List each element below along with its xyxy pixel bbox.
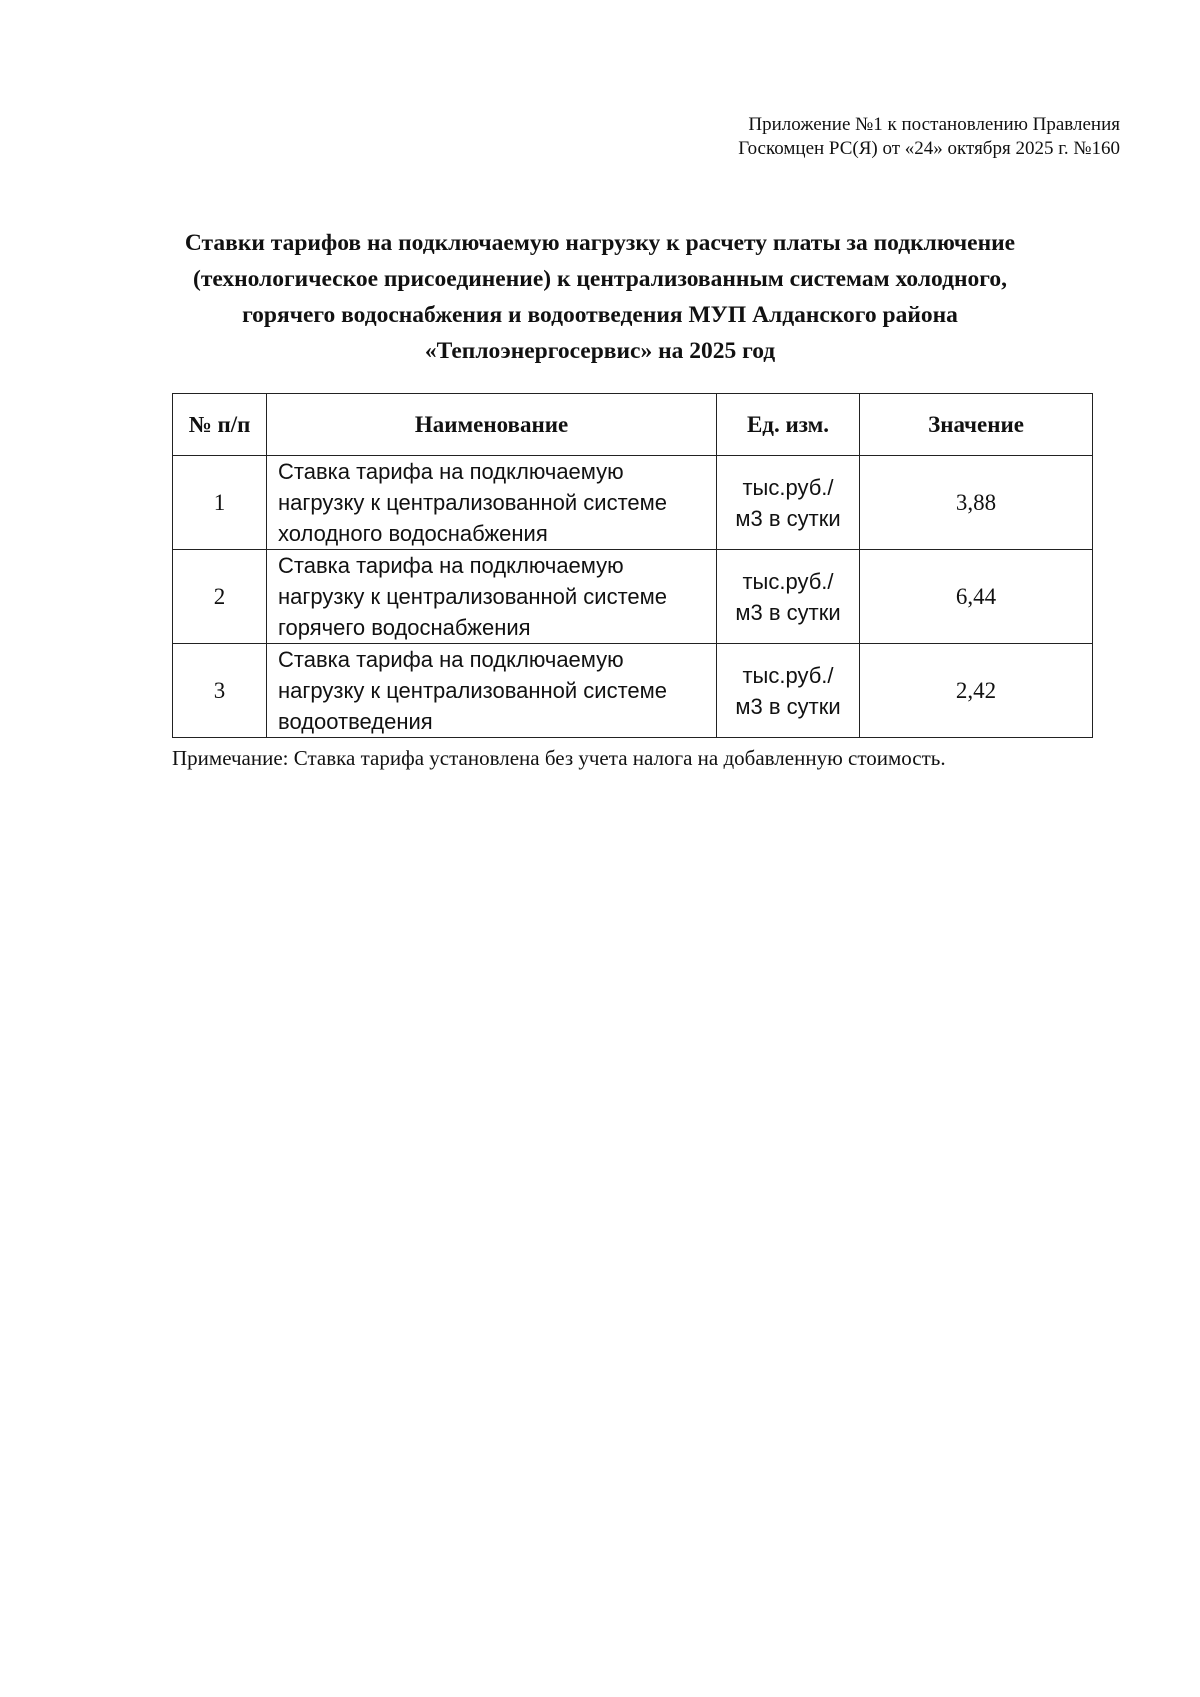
row-unit-line: тыс.руб./ bbox=[742, 568, 834, 594]
row-num: 3 bbox=[173, 644, 267, 738]
document-title bbox=[150, 225, 1050, 369]
row-value: 2,42 bbox=[860, 644, 1093, 738]
row-unit-line: м3 в сутки bbox=[735, 505, 841, 531]
row-name-line: холодного водоснабжения bbox=[278, 521, 548, 546]
table-row bbox=[173, 550, 1093, 644]
tariff-rates-table bbox=[172, 393, 1093, 738]
appendix-line-2: Госкомцен РС(Я) от «24» октября 2025 г. №160 bbox=[738, 138, 1120, 159]
row-name-line: Ставка тарифа на подключаемую bbox=[278, 553, 624, 578]
table-row bbox=[173, 456, 1093, 550]
row-name-line: нагрузку к централизованной системе bbox=[278, 584, 668, 609]
header-name: Наименование bbox=[267, 394, 717, 456]
row-name-line: горячего водоснабжения bbox=[278, 615, 531, 640]
row-unit bbox=[717, 456, 860, 550]
table-row bbox=[173, 644, 1093, 738]
row-name-line: нагрузку к централизованной системе bbox=[278, 678, 668, 703]
row-name-line: Ставка тарифа на подключаемую bbox=[278, 459, 624, 484]
row-name bbox=[267, 644, 717, 738]
row-unit-line: тыс.руб./ bbox=[742, 474, 834, 500]
row-name-line: Ставка тарифа на подключаемую bbox=[278, 647, 624, 672]
title-line-3: горячего водоснабжения и водоотведения МУП Алданского района bbox=[242, 302, 958, 328]
title-line-2: (технологическое присоединение) к централизованным системам холодного, bbox=[193, 266, 1007, 292]
row-unit-line: тыс.руб./ bbox=[742, 662, 834, 688]
row-num: 1 bbox=[173, 456, 267, 550]
header-unit: Ед. изм. bbox=[717, 394, 860, 456]
title-line-1: Ставки тарифов на подключаемую нагрузку к расчету платы за подключение bbox=[184, 230, 1016, 256]
header-num: № п/п bbox=[173, 394, 267, 456]
appendix-reference bbox=[738, 113, 1120, 161]
title-line-4: «Теплоэнергосервис» на 2025 год bbox=[424, 338, 776, 364]
appendix-line-1: Приложение №1 к постановлению Правления bbox=[748, 114, 1120, 135]
row-unit bbox=[717, 550, 860, 644]
table-header-row bbox=[173, 394, 1093, 456]
row-name bbox=[267, 550, 717, 644]
row-value: 6,44 bbox=[860, 550, 1093, 644]
row-name-line: нагрузку к централизованной системе bbox=[278, 490, 668, 515]
row-name-line: водоотведения bbox=[278, 709, 433, 734]
row-unit-line: м3 в сутки bbox=[735, 693, 841, 719]
row-value: 3,88 bbox=[860, 456, 1093, 550]
table-note: Примечание: Ставка тарифа установлена без учета налога на добавленную стоимость. bbox=[172, 746, 946, 770]
header-value: Значение bbox=[860, 394, 1093, 456]
row-unit-line: м3 в сутки bbox=[735, 599, 841, 625]
row-num: 2 bbox=[173, 550, 267, 644]
row-unit bbox=[717, 644, 860, 738]
row-name bbox=[267, 456, 717, 550]
